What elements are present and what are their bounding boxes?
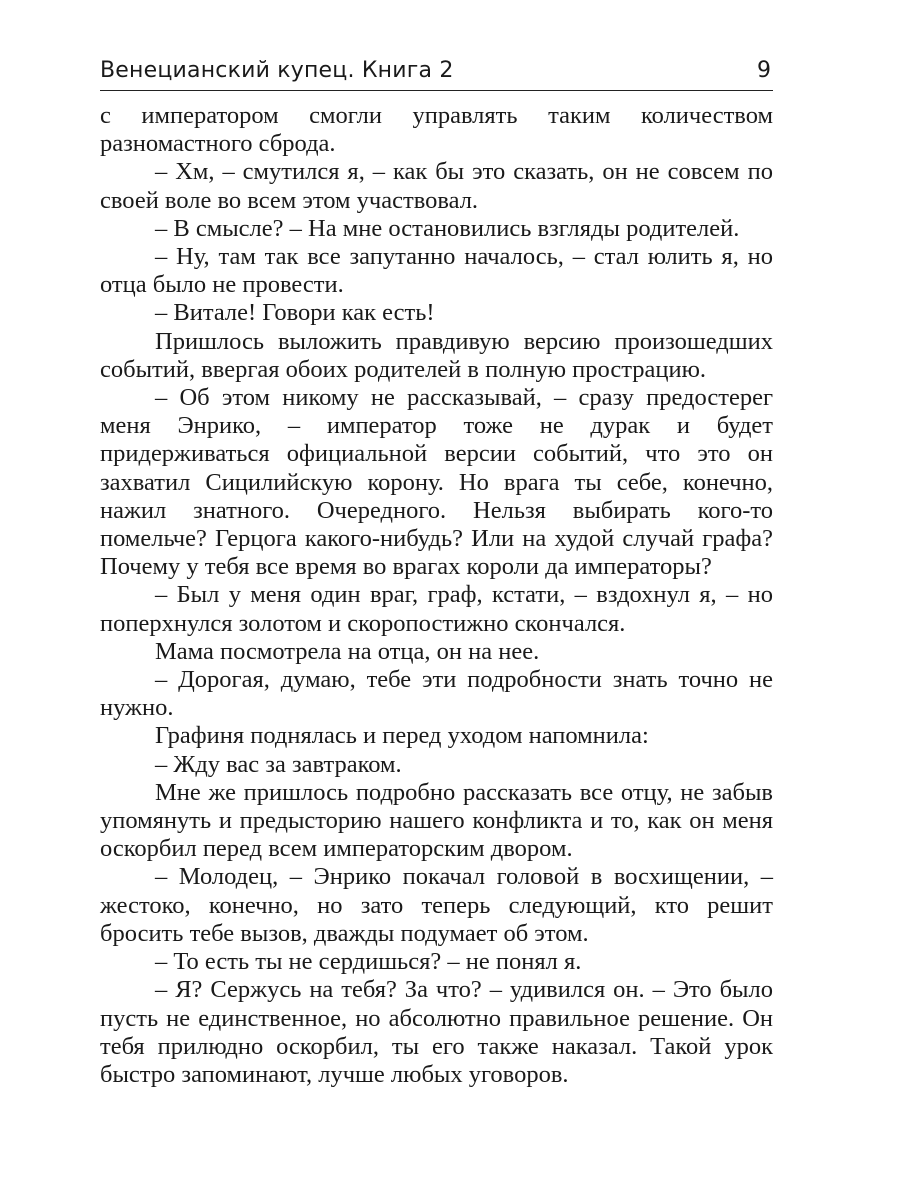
paragraph: – Я? Сержусь на тебя? За что? – удивился он. – Это было пусть не единственное, но абсолютно правильное решение. Он тебя прилюдно оскорбил, ты его также наказал. Такой урок быстро запоминают, лучше любых уговоров. xyxy=(100,976,773,1088)
paragraph: – Жду вас за завтраком. xyxy=(155,750,402,778)
paragraph: – Витале! Говори как есть! xyxy=(155,299,435,327)
running-title: Венецианский купец. Книга 2 xyxy=(100,58,454,83)
running-header xyxy=(100,56,773,91)
paragraph: – В смысле? – На мне остановились взгляды родителей. xyxy=(155,214,740,242)
paragraph: – Молодец, – Энрико покачал головой в восхищении, – жестоко, конечно, но зато теперь следующий, кто решит бросить тебе вызов, дважды подумает об этом. xyxy=(100,863,773,947)
paragraph: – Об этом никому не рассказывай, – сразу предостерег меня Энрико, – император тоже не дурак и будет придерживаться официальной версии событий, что это он захватил Сицилийскую корону. Но врага ты себе, конечно, нажил знатного. Очередного. Нельзя выбирать кого-то помельче? Герцога какого-нибудь? Или на худой случай графа? Почему у тебя все время во врагах короли да императоры? xyxy=(100,384,773,581)
paragraph: Мне же пришлось подробно рассказать все отцу, не забыв упомянуть и предысторию нашего конфликта и то, как он меня оскорбил перед всем императорским двором. xyxy=(100,778,773,863)
paragraph: – Ну, там так все запутанно началось, – стал юлить я, но отца было не провести. xyxy=(100,243,773,299)
body-text xyxy=(100,102,773,1089)
paragraph: – То есть ты не сердишься? – не понял я. xyxy=(155,948,582,976)
paragraph: Пришлось выложить правдивую версию произошедших событий, ввергая обоих родителей в полную прострацию. xyxy=(100,327,773,383)
paragraph: Графиня поднялась и перед уходом напомнила: xyxy=(155,722,649,750)
paragraph: – Был у меня один враг, граф, кстати, – вздохнул я, – но поперхнулся золотом и скоропостижно скончался. xyxy=(100,581,773,637)
paragraph: Мама посмотрела на отца, он на нее. xyxy=(155,637,540,665)
paragraph: с императором смогли управлять таким количеством разномастного сброда. xyxy=(100,102,773,158)
paragraph: – Дорогая, думаю, тебе эти подробности знать точно не нужно. xyxy=(100,666,773,722)
paragraph: – Хм, – смутился я, – как бы это сказать, он не совсем по своей воле во всем этом участвовал. xyxy=(100,158,773,214)
page-number: 9 xyxy=(757,58,771,83)
